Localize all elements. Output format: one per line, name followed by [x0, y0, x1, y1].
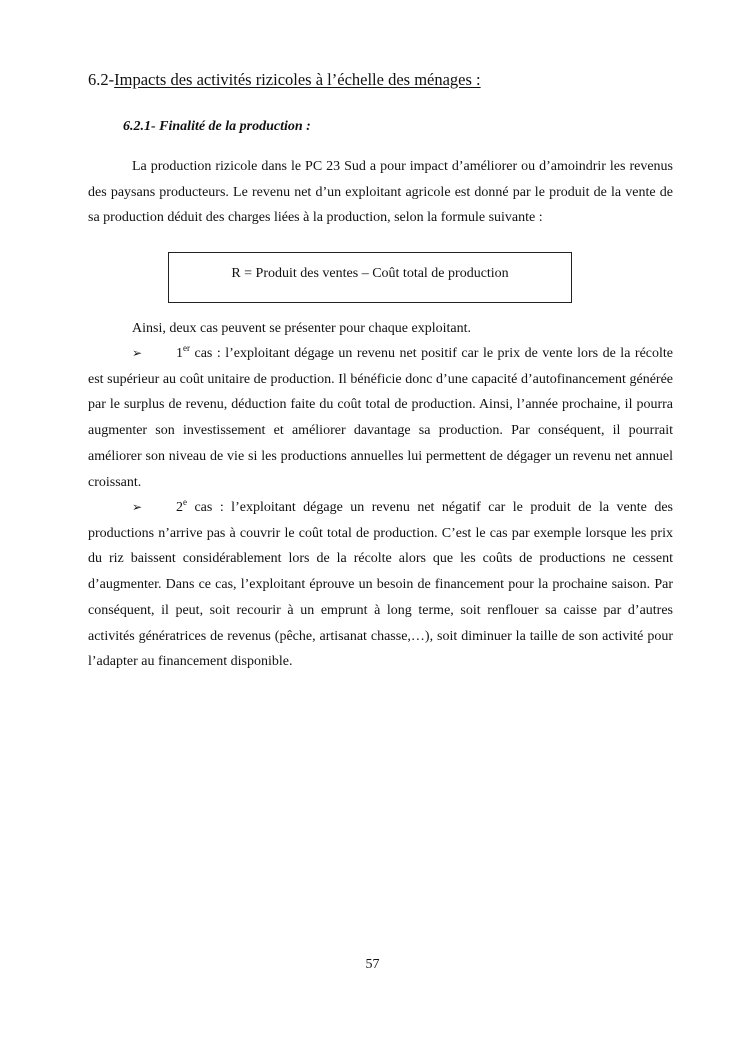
bullet-item-case-1	[88, 341, 673, 495]
case-ordinal-suffix: er	[183, 343, 190, 353]
formula-box	[168, 252, 572, 303]
formula-text: R = Produit des ventes – Coût total de production	[231, 266, 509, 281]
subsection-heading: 6.2.1- Finalité de la production :	[123, 119, 311, 134]
case-ordinal: 1	[176, 346, 183, 361]
arrow-bullet-icon: ➢	[132, 346, 143, 360]
transition-paragraph: Ainsi, deux cas peuvent se présenter pour chaque exploitant.	[132, 321, 472, 336]
bullet-item-case-2	[88, 495, 673, 675]
intro-paragraph: La production rizicole dans le PC 23 Sud a pour impact d’améliorer ou d’amoindrir les revenus des paysans producteurs. Le revenu net d’un exploitant agricole est donné par le produit de la vente de sa production déduit des charges liées à la production, selon la formule suivante :	[88, 159, 673, 226]
case-ordinal-suffix: e	[183, 497, 187, 507]
section-title: Impacts des activités rizicoles à l’échelle des ménages :	[114, 70, 481, 89]
section-heading	[88, 70, 481, 90]
arrow-bullet-icon: ➢	[132, 500, 143, 514]
section-number: 6.2-	[88, 70, 115, 89]
case-text: cas : l’exploitant dégage un revenu net négatif car le produit de la vente des productions n’arrive pas à couvrir le coût total de production. C’est le cas par exemple lorsque les prix du riz baissent considérablement lors de la récolte alors que les coûts de productions ne cessent d’augmenter. Dans ce cas, l’exploitant éprouve un besoin de financement pour la prochaine saison. Par conséquent, il peut, soit recourir à un emprunt à long terme, soit renflouer sa caisse par d’autres activités génératrices de revenus (pêche, artisanat chasse,…), soit diminuer la taille de son activité pour l’adapter au financement disponible.	[88, 500, 673, 670]
page-number: 57	[365, 957, 380, 972]
case-ordinal: 2	[176, 500, 183, 515]
case-text: cas : l’exploitant dégage un revenu net positif car le prix de vente lors de la récolte est supérieur au coût unitaire de production. Il bénéficie donc d’une capacité d’autofinancement générée par le surplus de revenu, déduction faite du coût total de production. Ainsi, l’année prochaine, il pourra augmenter son investissement et améliorer davantage sa production. Par conséquent, il pourrait améliorer son niveau de vie si les productions annuelles lui permettent de dégager un revenu net annuel croissant.	[88, 346, 673, 490]
